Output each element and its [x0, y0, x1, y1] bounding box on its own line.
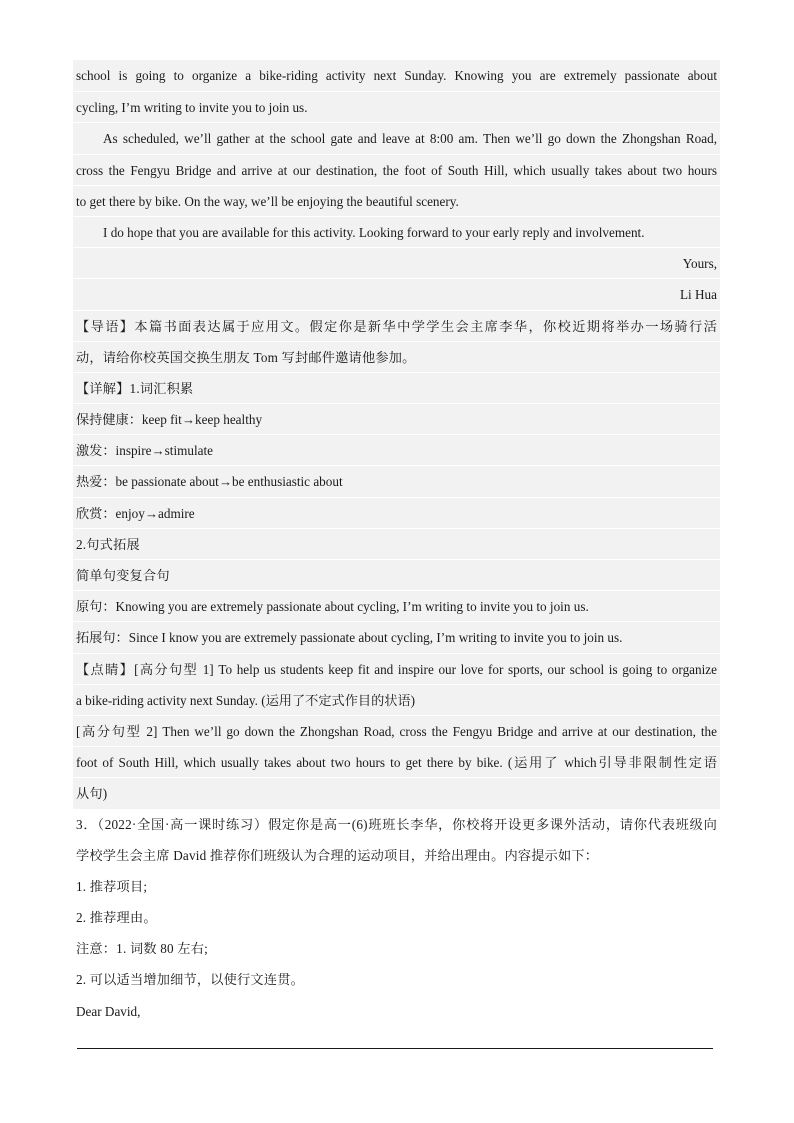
- analysis-heading: 【详解】1.词汇积累: [73, 372, 720, 403]
- answer-writing-line: [77, 1048, 713, 1049]
- document-page: [73, 60, 720, 1027]
- letter-closing: Yours,: [73, 247, 720, 278]
- letter-line: cross the Fengyu Bridge and arrive at our destination, the foot of South Hill, which usually takes about two hours: [73, 154, 720, 185]
- highlight-line: 从句): [73, 777, 720, 808]
- letter-line: cycling, I’m writing to invite you to join us.: [73, 91, 720, 122]
- letter-signature: Li Hua: [73, 278, 720, 309]
- analysis-line: 动，请给你校英国交换生朋友 Tom 写封邮件邀请他参加。: [73, 341, 720, 372]
- highlight-line: a bike-riding activity next Sunday. (运用了不定式作目的状语): [73, 684, 720, 715]
- highlight-heading: 【点睛】[高分句型 1] To help us students keep fit and inspire our love for sports, our school is going to organize: [73, 653, 720, 684]
- original-sentence: 原句：Knowing you are extremely passionate about cycling, I’m writing to invite you to join us.: [73, 590, 720, 621]
- analysis-line: 简单句变复合句: [73, 559, 720, 590]
- letter-paragraph-start: As scheduled, we’ll gather at the school gate and leave at 8:00 am. Then we’ll go down the Zhongshan Road,: [73, 122, 720, 153]
- vocab-item: 保持健康：keep fit→keep healthy: [73, 403, 720, 434]
- question-stem: 学校学生会主席 David 推荐你们班级认为合理的运动项目，并给出理由。内容提示如下：: [76, 847, 599, 863]
- question-stem: 3．（2022·全国·高一课时练习）假定你是高一(6)班班长李华，你校将开设更多课外活动，请你代表班级向: [76, 816, 717, 832]
- letter-paragraph-start: I do hope that you are available for this activity. Looking forward to your early reply and involvement.: [73, 216, 720, 247]
- analysis-subheading: 2.句式拓展: [73, 528, 720, 559]
- vocab-item: 激发：inspire→stimulate: [73, 434, 720, 465]
- question-note: 注意：1. 词数 80 左右;: [76, 941, 208, 957]
- letter-line: to get there by bike. On the way, we’ll be enjoying the beautiful scenery.: [73, 185, 720, 216]
- question-note: 2. 可以适当增加细节，以使行文连贯。: [76, 972, 304, 988]
- expanded-sentence: 拓展句：Since I know you are extremely passionate about cycling, I’m writing to invite you to join us.: [73, 621, 720, 652]
- letter-salutation: Dear David,: [76, 1003, 141, 1019]
- analysis-intro: 【导语】本篇书面表达属于应用文。假定你是新华中学学生会主席李华，你校近期将举办一场骑行活: [73, 310, 720, 341]
- question-prompt-item: 1. 推荐项目;: [76, 878, 148, 894]
- vocab-item: 欣赏：enjoy→admire: [73, 497, 720, 528]
- highlight-line: [高分句型 2] Then we’ll go down the Zhongshan Road, cross the Fengyu Bridge and arrive at our destination, the: [73, 715, 720, 746]
- highlight-line: foot of South Hill, which usually takes about two hours to get there by bike. (运用了 which引导非限制性定语: [73, 746, 720, 777]
- letter-line: school is going to organize a bike-riding activity next Sunday. Knowing you are extremely passionate about: [73, 60, 720, 91]
- vocab-item: 热爱：be passionate about→be enthusiastic about: [73, 465, 720, 496]
- question-prompt-item: 2. 推荐理由。: [76, 910, 157, 926]
